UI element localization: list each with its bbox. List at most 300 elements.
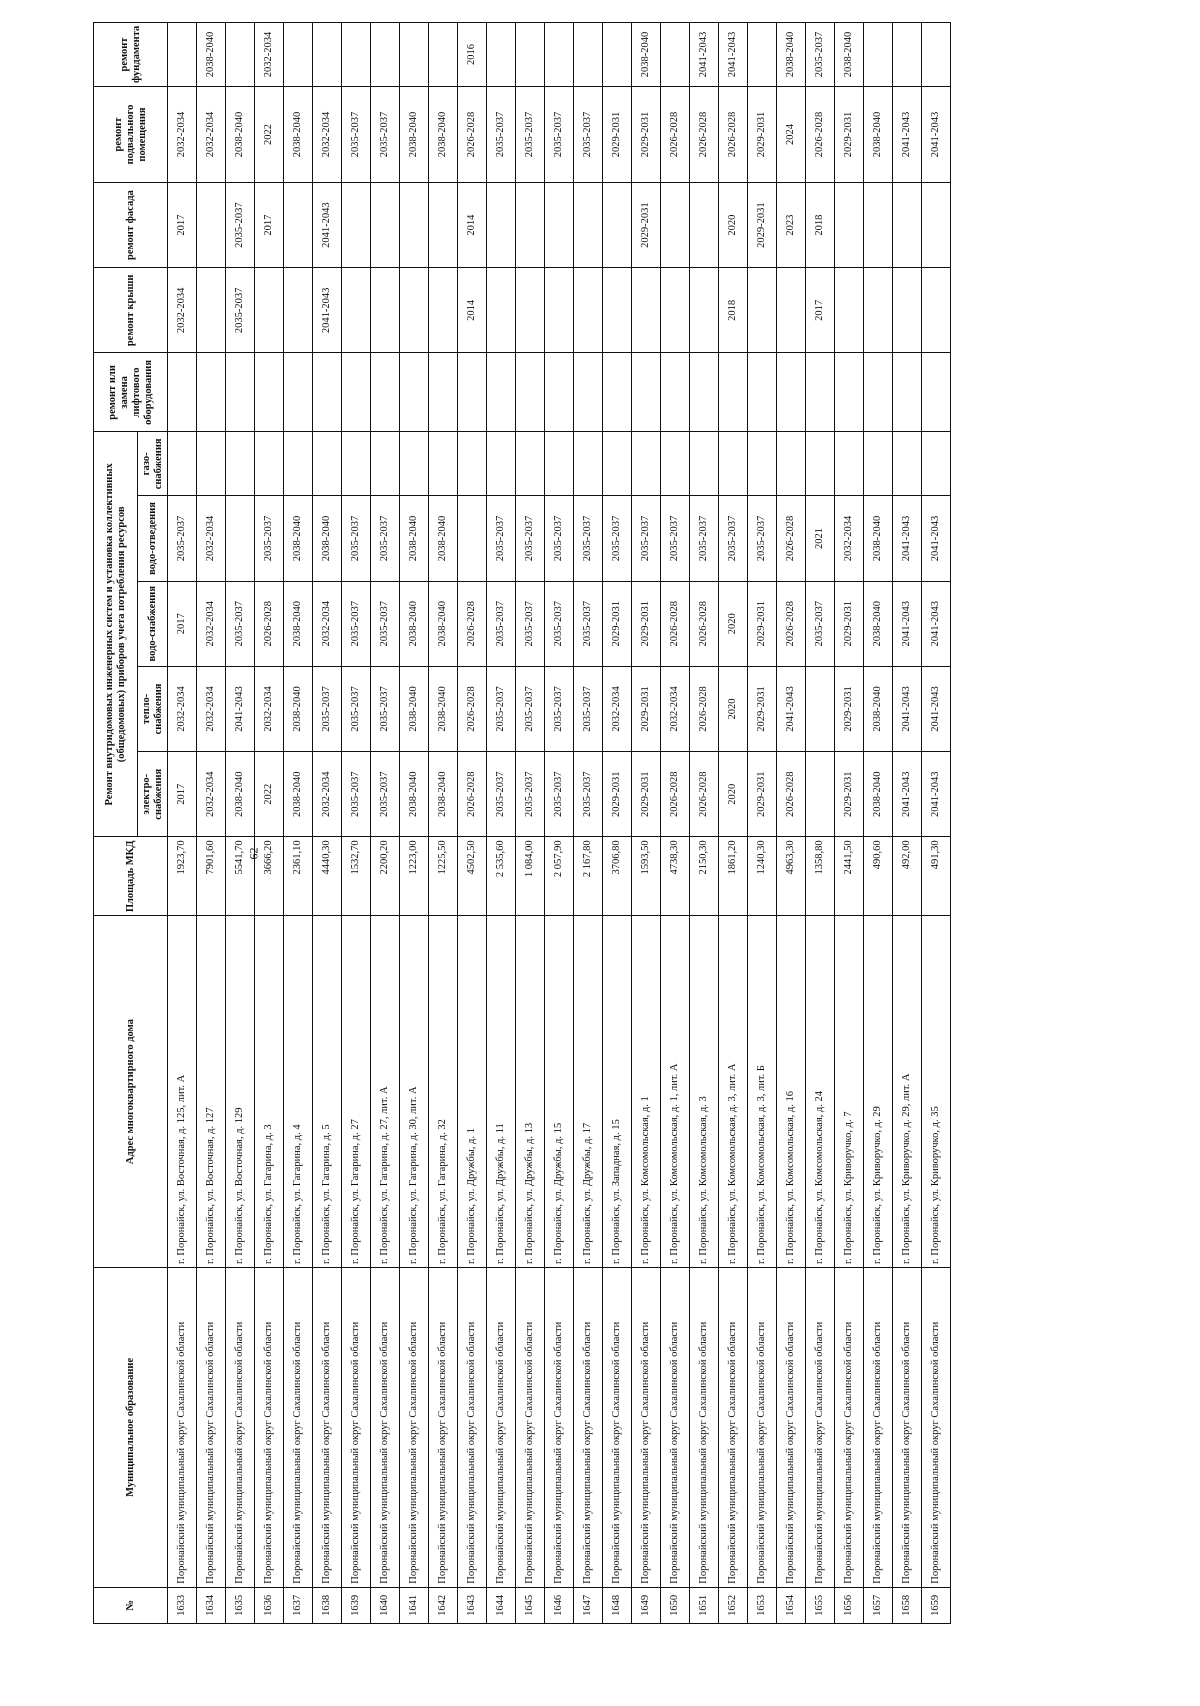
- roof-cell: 2017: [806, 268, 835, 353]
- water-cell: 2041-2043: [893, 581, 922, 666]
- municipality-cell: Поронайский муниципальный округ Сахалинской области: [516, 1268, 545, 1588]
- basement-cell: 2035-2037: [574, 87, 603, 183]
- elevator-cell: [806, 353, 835, 432]
- area-cell: 3706,80: [603, 837, 632, 916]
- address-cell: г. Поронайск, ул. Комсомольская, д. 3: [690, 916, 719, 1268]
- num-cell: 1636: [255, 1587, 284, 1623]
- roof-cell: [284, 268, 313, 353]
- gas-cell: [371, 432, 400, 496]
- address-cell: г. Поронайск, ул. Криворучко, д. 29: [864, 916, 893, 1268]
- address-cell: г. Поронайск, ул. Криворучко, д. 29, лит. А: [893, 916, 922, 1268]
- foundation-cell: [661, 23, 690, 87]
- address-cell: г. Поронайск, ул. Дружбы, д. 17: [574, 916, 603, 1268]
- electro-cell: 2026-2028: [690, 752, 719, 837]
- basement-cell: 2029-2031: [632, 87, 661, 183]
- water-cell: 2035-2037: [545, 581, 574, 666]
- foundation-cell: [487, 23, 516, 87]
- gas-cell: [922, 432, 951, 496]
- gas-cell: [429, 432, 458, 496]
- num-cell: 1645: [516, 1587, 545, 1623]
- gas-cell: [487, 432, 516, 496]
- foundation-cell: 2032-2034: [255, 23, 284, 87]
- facade-cell: [400, 182, 429, 267]
- heat-cell: 2035-2037: [371, 666, 400, 751]
- electro-cell: 2017: [168, 752, 197, 837]
- table-row: [371, 23, 400, 1624]
- roof-cell: [400, 268, 429, 353]
- roof-cell: [197, 268, 226, 353]
- sewer-cell: 2038-2040: [284, 496, 313, 581]
- elevator-cell: [835, 353, 864, 432]
- elevator-cell: [603, 353, 632, 432]
- foundation-cell: [400, 23, 429, 87]
- facade-cell: [545, 182, 574, 267]
- sewer-cell: 2038-2040: [400, 496, 429, 581]
- municipality-cell: Поронайский муниципальный округ Сахалинской области: [777, 1268, 806, 1588]
- area-cell: 1225,50: [429, 837, 458, 916]
- facade-cell: [661, 182, 690, 267]
- area-cell: 1240,30: [748, 837, 777, 916]
- header-address: Адрес многоквартирного дома: [94, 916, 168, 1268]
- area-cell: 2 057,90: [545, 837, 574, 916]
- sewer-cell: 2038-2040: [429, 496, 458, 581]
- foundation-cell: [371, 23, 400, 87]
- header-systems-group: Ремонт внутридомовых инженерных систем и установка коллективных (общедомовых) приборов учета потребления ресурсов: [94, 432, 138, 837]
- area-cell: 7901,60: [197, 837, 226, 916]
- municipality-cell: Поронайский муниципальный округ Сахалинской области: [806, 1268, 835, 1588]
- heat-cell: 2032-2034: [255, 666, 284, 751]
- num-cell: 1649: [632, 1587, 661, 1623]
- foundation-cell: [893, 23, 922, 87]
- electro-cell: 2029-2031: [748, 752, 777, 837]
- address-cell: г. Поронайск, ул. Западная, д. 15: [603, 916, 632, 1268]
- water-cell: 2038-2040: [429, 581, 458, 666]
- elevator-cell: [487, 353, 516, 432]
- facade-cell: [893, 182, 922, 267]
- gas-cell: [255, 432, 284, 496]
- elevator-cell: [777, 353, 806, 432]
- municipality-cell: Поронайский муниципальный округ Сахалинской области: [690, 1268, 719, 1588]
- electro-cell: 2038-2040: [864, 752, 893, 837]
- basement-cell: 2032-2034: [168, 87, 197, 183]
- table-row: [487, 23, 516, 1624]
- foundation-cell: [342, 23, 371, 87]
- water-cell: 2041-2043: [922, 581, 951, 666]
- sewer-cell: [458, 496, 487, 581]
- basement-cell: 2029-2031: [835, 87, 864, 183]
- roof-cell: [748, 268, 777, 353]
- foundation-cell: 2038-2040: [835, 23, 864, 87]
- area-cell: 2 535,60: [487, 837, 516, 916]
- municipality-cell: Поронайский муниципальный округ Сахалинской области: [400, 1268, 429, 1588]
- repair-schedule-table: [93, 22, 951, 1624]
- address-cell: г. Поронайск, ул. Восточная, д. 129: [226, 916, 255, 1268]
- elevator-cell: [226, 353, 255, 432]
- water-cell: 2035-2037: [371, 581, 400, 666]
- table-row: [284, 23, 313, 1624]
- heat-cell: 2038-2040: [284, 666, 313, 751]
- electro-cell: 2026-2028: [661, 752, 690, 837]
- electro-cell: 2035-2037: [574, 752, 603, 837]
- basement-cell: 2026-2028: [458, 87, 487, 183]
- elevator-cell: [690, 353, 719, 432]
- header-sewer: водо-отведения: [138, 496, 168, 581]
- gas-cell: [400, 432, 429, 496]
- sewer-cell: 2035-2037: [545, 496, 574, 581]
- sewer-cell: 2041-2043: [922, 496, 951, 581]
- table-row: [632, 23, 661, 1624]
- area-cell: 1358,80: [806, 837, 835, 916]
- elevator-cell: [516, 353, 545, 432]
- facade-cell: 2018: [806, 182, 835, 267]
- foundation-cell: 2041-2043: [719, 23, 748, 87]
- table-row: [400, 23, 429, 1624]
- gas-cell: [226, 432, 255, 496]
- area-cell: 4502,50: [458, 837, 487, 916]
- num-cell: 1656: [835, 1587, 864, 1623]
- gas-cell: [342, 432, 371, 496]
- electro-cell: 2035-2037: [371, 752, 400, 837]
- water-cell: 2035-2037: [574, 581, 603, 666]
- area-cell: 491,30: [922, 837, 951, 916]
- facade-cell: [690, 182, 719, 267]
- basement-cell: 2029-2031: [603, 87, 632, 183]
- basement-cell: 2026-2028: [661, 87, 690, 183]
- roof-cell: [661, 268, 690, 353]
- table-row: [719, 23, 748, 1624]
- electro-cell: 2035-2037: [516, 752, 545, 837]
- water-cell: 2020: [719, 581, 748, 666]
- gas-cell: [864, 432, 893, 496]
- sewer-cell: 2041-2043: [893, 496, 922, 581]
- basement-cell: 2035-2037: [545, 87, 574, 183]
- num-cell: 1641: [400, 1587, 429, 1623]
- heat-cell: 2035-2037: [545, 666, 574, 751]
- heat-cell: 2041-2043: [226, 666, 255, 751]
- address-cell: г. Поронайск, ул. Гагарина, д. 4: [284, 916, 313, 1268]
- basement-cell: 2035-2037: [371, 87, 400, 183]
- address-cell: г. Поронайск, ул. Криворучко, д. 7: [835, 916, 864, 1268]
- facade-cell: 2014: [458, 182, 487, 267]
- roof-cell: [429, 268, 458, 353]
- gas-cell: [168, 432, 197, 496]
- address-cell: г. Поронайск, ул. Комсомольская, д. 3, лит. Б: [748, 916, 777, 1268]
- area-cell: 4738,30: [661, 837, 690, 916]
- address-cell: г. Поронайск, ул. Комсомольская, д. 1, лит. А: [661, 916, 690, 1268]
- municipality-cell: Поронайский муниципальный округ Сахалинской области: [371, 1268, 400, 1588]
- heat-cell: 2041-2043: [922, 666, 951, 751]
- header-water: водо-снабжения: [138, 581, 168, 666]
- heat-cell: 2038-2040: [400, 666, 429, 751]
- basement-cell: 2032-2034: [313, 87, 342, 183]
- municipality-cell: Поронайский муниципальный округ Сахалинской области: [574, 1268, 603, 1588]
- table-row: [835, 23, 864, 1624]
- gas-cell: [719, 432, 748, 496]
- facade-cell: [487, 182, 516, 267]
- basement-cell: 2035-2037: [487, 87, 516, 183]
- address-cell: г. Поронайск, ул. Гагарина, д. 32: [429, 916, 458, 1268]
- elevator-cell: [748, 353, 777, 432]
- basement-cell: 2026-2028: [690, 87, 719, 183]
- foundation-cell: [574, 23, 603, 87]
- water-cell: 2038-2040: [864, 581, 893, 666]
- table-row: [429, 23, 458, 1624]
- facade-cell: [371, 182, 400, 267]
- sewer-cell: 2038-2040: [864, 496, 893, 581]
- gas-cell: [545, 432, 574, 496]
- water-cell: 2026-2028: [255, 581, 284, 666]
- heat-cell: 2035-2037: [516, 666, 545, 751]
- num-cell: 1639: [342, 1587, 371, 1623]
- table-row: [690, 23, 719, 1624]
- area-cell: 1923,70: [168, 837, 197, 916]
- header-basement: ремонт подвального помещения: [94, 87, 168, 183]
- electro-cell: 2026-2028: [458, 752, 487, 837]
- heat-cell: 2035-2037: [342, 666, 371, 751]
- electro-cell: 2035-2037: [342, 752, 371, 837]
- municipality-cell: Поронайский муниципальный округ Сахалинской области: [255, 1268, 284, 1588]
- facade-cell: 2029-2031: [748, 182, 777, 267]
- header-gas: газо-снабжения: [138, 432, 168, 496]
- address-cell: г. Поронайск, ул. Дружбы, д. 15: [545, 916, 574, 1268]
- num-cell: 1652: [719, 1587, 748, 1623]
- num-cell: 1653: [748, 1587, 777, 1623]
- heat-cell: 2029-2031: [835, 666, 864, 751]
- elevator-cell: [197, 353, 226, 432]
- area-cell: 5541,70: [226, 837, 255, 916]
- area-cell: 492,00: [893, 837, 922, 916]
- num-cell: 1643: [458, 1587, 487, 1623]
- municipality-cell: Поронайский муниципальный округ Сахалинской области: [197, 1268, 226, 1588]
- water-cell: 2029-2031: [603, 581, 632, 666]
- basement-cell: 2026-2028: [806, 87, 835, 183]
- facade-cell: [574, 182, 603, 267]
- electro-cell: 2038-2040: [284, 752, 313, 837]
- gas-cell: [661, 432, 690, 496]
- municipality-cell: Поронайский муниципальный округ Сахалинской области: [429, 1268, 458, 1588]
- facade-cell: [835, 182, 864, 267]
- heat-cell: 2035-2037: [313, 666, 342, 751]
- gas-cell: [313, 432, 342, 496]
- electro-cell: [806, 752, 835, 837]
- sewer-cell: 2035-2037: [661, 496, 690, 581]
- num-cell: 1644: [487, 1587, 516, 1623]
- address-cell: г. Поронайск, ул. Криворучко, д. 35: [922, 916, 951, 1268]
- sewer-cell: [226, 496, 255, 581]
- roof-cell: [893, 268, 922, 353]
- municipality-cell: Поронайский муниципальный округ Сахалинской области: [632, 1268, 661, 1588]
- heat-cell: 2032-2034: [603, 666, 632, 751]
- num-cell: 1654: [777, 1587, 806, 1623]
- water-cell: 2038-2040: [400, 581, 429, 666]
- municipality-cell: Поронайский муниципальный округ Сахалинской области: [284, 1268, 313, 1588]
- foundation-cell: [313, 23, 342, 87]
- water-cell: 2032-2034: [313, 581, 342, 666]
- facade-cell: [284, 182, 313, 267]
- elevator-cell: [168, 353, 197, 432]
- address-cell: г. Поронайск, ул. Дружбы, д. 13: [516, 916, 545, 1268]
- sewer-cell: 2038-2040: [313, 496, 342, 581]
- electro-cell: 2038-2040: [400, 752, 429, 837]
- municipality-cell: Поронайский муниципальный округ Сахалинской области: [864, 1268, 893, 1588]
- gas-cell: [690, 432, 719, 496]
- gas-cell: [632, 432, 661, 496]
- table-row: [516, 23, 545, 1624]
- address-cell: г. Поронайск, ул. Гагарина, д. 27, лит. А: [371, 916, 400, 1268]
- electro-cell: 2032-2034: [197, 752, 226, 837]
- heat-cell: 2032-2034: [661, 666, 690, 751]
- table-row: [545, 23, 574, 1624]
- elevator-cell: [545, 353, 574, 432]
- roof-cell: [545, 268, 574, 353]
- num-cell: 1659: [922, 1587, 951, 1623]
- sewer-cell: 2035-2037: [371, 496, 400, 581]
- water-cell: 2026-2028: [777, 581, 806, 666]
- municipality-cell: Поронайский муниципальный округ Сахалинской области: [342, 1268, 371, 1588]
- sewer-cell: 2035-2037: [168, 496, 197, 581]
- num-cell: 1658: [893, 1587, 922, 1623]
- heat-cell: 2029-2031: [632, 666, 661, 751]
- basement-cell: 2026-2028: [719, 87, 748, 183]
- header-facade: ремонт фасада: [94, 182, 168, 267]
- elevator-cell: [893, 353, 922, 432]
- water-cell: 2035-2037: [516, 581, 545, 666]
- heat-cell: [806, 666, 835, 751]
- sewer-cell: 2026-2028: [777, 496, 806, 581]
- heat-cell: 2041-2043: [893, 666, 922, 751]
- area-cell: 4963,30: [777, 837, 806, 916]
- elevator-cell: [255, 353, 284, 432]
- num-cell: 1634: [197, 1587, 226, 1623]
- municipality-cell: Поронайский муниципальный округ Сахалинской области: [893, 1268, 922, 1588]
- header-roof: ремонт крыши: [94, 268, 168, 353]
- address-cell: г. Поронайск, ул. Дружбы, д. 11: [487, 916, 516, 1268]
- municipality-cell: Поронайский муниципальный округ Сахалинской области: [922, 1268, 951, 1588]
- elevator-cell: [864, 353, 893, 432]
- heat-cell: 2020: [719, 666, 748, 751]
- basement-cell: 2024: [777, 87, 806, 183]
- area-cell: 3666,20: [255, 837, 284, 916]
- header-foundation: ремонт фундамента: [94, 23, 168, 87]
- num-cell: 1648: [603, 1587, 632, 1623]
- table-row: [255, 23, 284, 1624]
- foundation-cell: [748, 23, 777, 87]
- water-cell: 2032-2034: [197, 581, 226, 666]
- roof-cell: 2032-2034: [168, 268, 197, 353]
- table-row: [603, 23, 632, 1624]
- address-cell: г. Поронайск, ул. Дружбы, д. 1: [458, 916, 487, 1268]
- gas-cell: [777, 432, 806, 496]
- area-cell: 1532,70: [342, 837, 371, 916]
- heat-cell: 2038-2040: [864, 666, 893, 751]
- facade-cell: [603, 182, 632, 267]
- sewer-cell: 2035-2037: [487, 496, 516, 581]
- roof-cell: [255, 268, 284, 353]
- sewer-cell: 2035-2037: [516, 496, 545, 581]
- water-cell: 2038-2040: [284, 581, 313, 666]
- sewer-cell: 2032-2034: [835, 496, 864, 581]
- water-cell: 2026-2028: [661, 581, 690, 666]
- municipality-cell: Поронайский муниципальный округ Сахалинской области: [603, 1268, 632, 1588]
- sewer-cell: 2035-2037: [342, 496, 371, 581]
- water-cell: 2029-2031: [632, 581, 661, 666]
- roof-cell: [516, 268, 545, 353]
- area-cell: 1861,20: [719, 837, 748, 916]
- roof-cell: [690, 268, 719, 353]
- area-cell: 2361,10: [284, 837, 313, 916]
- address-cell: г. Поронайск, ул. Гагарина, д. 30, лит. А: [400, 916, 429, 1268]
- gas-cell: [574, 432, 603, 496]
- foundation-cell: [603, 23, 632, 87]
- electro-cell: 2029-2031: [835, 752, 864, 837]
- num-cell: 1657: [864, 1587, 893, 1623]
- electro-cell: 2041-2043: [922, 752, 951, 837]
- address-cell: г. Поронайск, ул. Гагарина, д. 5: [313, 916, 342, 1268]
- num-cell: 1650: [661, 1587, 690, 1623]
- electro-cell: 2020: [719, 752, 748, 837]
- electro-cell: 2038-2040: [226, 752, 255, 837]
- facade-cell: 2023: [777, 182, 806, 267]
- electro-cell: 2029-2031: [632, 752, 661, 837]
- header-row-1: [94, 23, 138, 1624]
- facade-cell: [864, 182, 893, 267]
- address-cell: г. Поронайск, ул. Восточная, д. 125, лит. А: [168, 916, 197, 1268]
- header-municipality: Муниципальное образование: [94, 1268, 168, 1588]
- facade-cell: 2029-2031: [632, 182, 661, 267]
- rotated-frame: [0, 25, 1200, 1616]
- foundation-cell: [545, 23, 574, 87]
- basement-cell: 2038-2040: [864, 87, 893, 183]
- basement-cell: 2038-2040: [284, 87, 313, 183]
- facade-cell: [342, 182, 371, 267]
- heat-cell: 2032-2034: [168, 666, 197, 751]
- foundation-cell: 2038-2040: [197, 23, 226, 87]
- sewer-cell: 2021: [806, 496, 835, 581]
- municipality-cell: Поронайский муниципальный округ Сахалинской области: [313, 1268, 342, 1588]
- foundation-cell: [922, 23, 951, 87]
- heat-cell: 2038-2040: [429, 666, 458, 751]
- facade-cell: 2041-2043: [313, 182, 342, 267]
- num-cell: 1640: [371, 1587, 400, 1623]
- elevator-cell: [371, 353, 400, 432]
- gas-cell: [748, 432, 777, 496]
- area-cell: 4440,30: [313, 837, 342, 916]
- num-cell: 1637: [284, 1587, 313, 1623]
- municipality-cell: Поронайский муниципальный округ Сахалинской области: [458, 1268, 487, 1588]
- foundation-cell: 2016: [458, 23, 487, 87]
- water-cell: 2029-2031: [835, 581, 864, 666]
- num-cell: 1655: [806, 1587, 835, 1623]
- electro-cell: 2026-2028: [777, 752, 806, 837]
- water-cell: 2026-2028: [458, 581, 487, 666]
- foundation-cell: [429, 23, 458, 87]
- water-cell: 2035-2037: [226, 581, 255, 666]
- gas-cell: [516, 432, 545, 496]
- elevator-cell: [342, 353, 371, 432]
- table-row: [226, 23, 255, 1624]
- heat-cell: 2035-2037: [574, 666, 603, 751]
- basement-cell: 2032-2034: [197, 87, 226, 183]
- roof-cell: 2035-2037: [226, 268, 255, 353]
- roof-cell: 2018: [719, 268, 748, 353]
- electro-cell: 2041-2043: [893, 752, 922, 837]
- area-cell: 2 167,80: [574, 837, 603, 916]
- basement-cell: 2038-2040: [226, 87, 255, 183]
- num-cell: 1651: [690, 1587, 719, 1623]
- foundation-cell: [226, 23, 255, 87]
- heat-cell: 2035-2037: [487, 666, 516, 751]
- roof-cell: [632, 268, 661, 353]
